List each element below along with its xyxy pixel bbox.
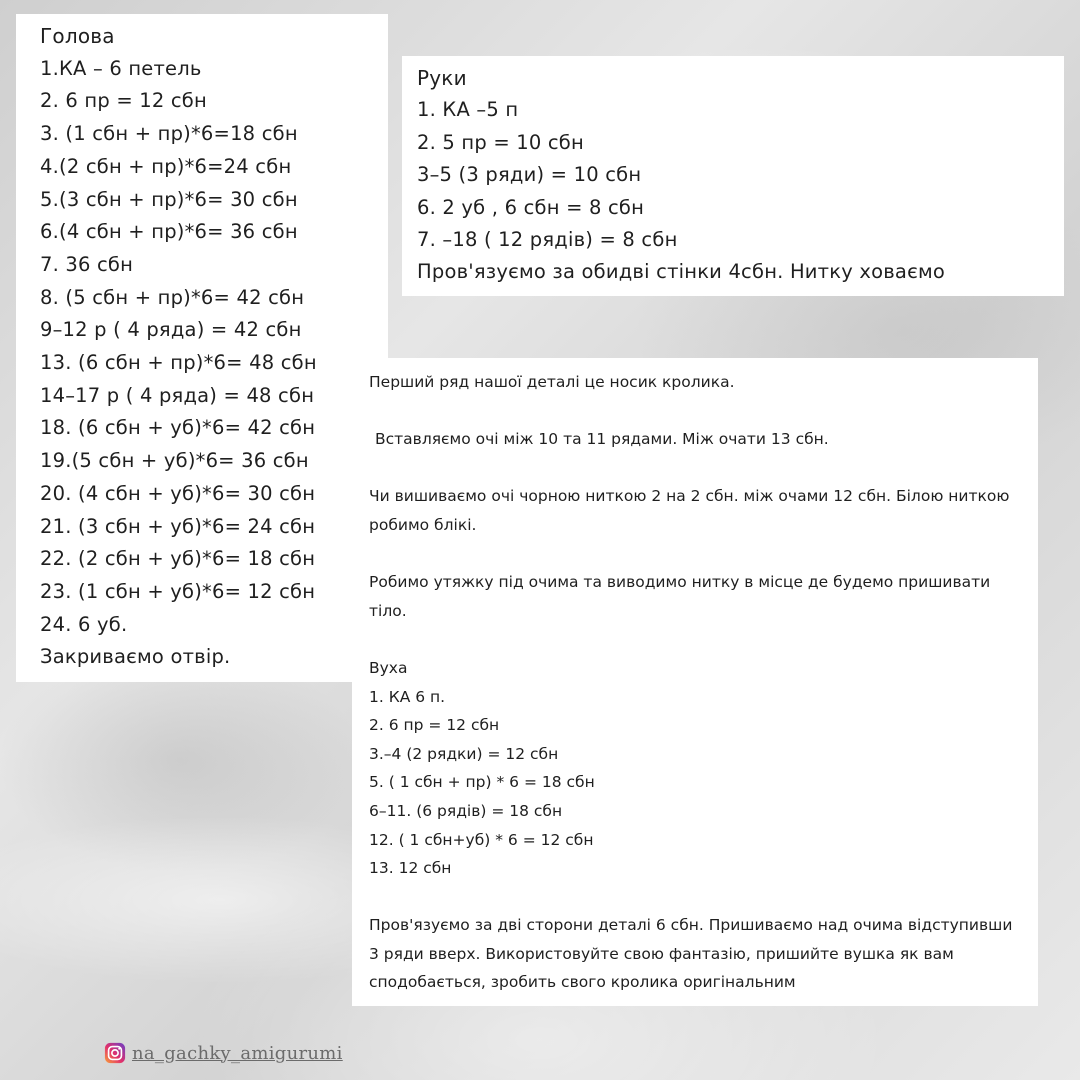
head-row: 1.КА – 6 петель (40, 56, 202, 80)
instagram-credit[interactable] (104, 1040, 343, 1066)
head-row: 9–12 р ( 4 ряда) = 42 сбн (40, 318, 302, 342)
ears-row: 2. 6 пр = 12 сбн (369, 716, 500, 735)
head-closing-note: Закриваємо отвір. (40, 645, 231, 669)
instagram-icon (104, 1042, 126, 1064)
head-row: 7. 36 сбн (40, 252, 134, 276)
nose-note: Перший ряд нашої деталі це носик кролика. (369, 373, 735, 391)
ears-title: Вуха (369, 658, 408, 677)
arms-row: 1. КА –5 п (417, 98, 519, 122)
arms-row: 2. 5 пр = 10 сбн (417, 130, 584, 154)
instructions-panel (352, 358, 1038, 1006)
ears-row: 1. КА 6 п. (369, 687, 446, 706)
arms-row: 6. 2 уб , 6 сбн = 8 сбн (417, 195, 645, 219)
instagram-handle[interactable]: na_gachky_amigurumi (132, 1042, 343, 1064)
eyes-note: Вставляємо очі між 10 та 11 рядами. Між очати 13 сбн. (375, 430, 829, 449)
head-row: 5.(3 сбн + пр)*6= 30 сбн (40, 187, 298, 211)
ears-row: 3.–4 (2 рядки) = 12 сбн (369, 744, 559, 763)
arms-closing-note: Пров'язуємо за обидві стінки 4сбн. Нитку ховаємо (417, 260, 946, 284)
arms-pattern-text (417, 62, 1064, 289)
ears-row: 12. ( 1 сбн+уб) * 6 = 12 сбн (369, 830, 594, 849)
arms-row: 7. –18 ( 12 рядів) = 8 сбн (417, 228, 678, 252)
head-row: 6.(4 сбн + пр)*6= 36 сбн (40, 220, 298, 244)
eye-tightening-note: Робимо утяжку під очима та виводимо нитку в місце де будемо пришивати тіло. (369, 573, 991, 620)
head-row: 3. (1 сбн + пр)*6=18 сбн (40, 122, 298, 146)
ears-row: 13. 12 сбн (369, 859, 452, 878)
head-pattern-text (40, 20, 388, 674)
ears-row: 6–11. (6 рядів) = 18 сбн (369, 801, 563, 820)
ears-row: 5. ( 1 сбн + пр) * 6 = 18 сбн (369, 773, 595, 792)
head-row: 13. (6 сбн + пр)*6= 48 сбн (40, 351, 317, 375)
head-pattern-panel (16, 14, 388, 682)
head-row: 18. (6 сбн + уб)*6= 42 сбн (40, 416, 316, 440)
head-row: 14–17 р ( 4 ряда) = 48 сбн (40, 383, 315, 407)
arms-title: Руки (417, 66, 467, 90)
head-row: 22. (2 сбн + уб)*6= 18 сбн (40, 547, 316, 571)
ears-finishing-note: Пров'язуємо за дві сторони деталі 6 сбн. Пришиваємо над очима відступивши 3 ряди вверх. Використовуйте свою фантазію, пришийте вушка як вам сподобається, зробить свого кролика оригінальним (369, 916, 1013, 992)
instructions-text (369, 368, 1024, 997)
head-row: 8. (5 сбн + пр)*6= 42 сбн (40, 285, 305, 309)
head-row: 19.(5 сбн + уб)*6= 36 сбн (40, 449, 309, 473)
arms-row: 3–5 (3 ряди) = 10 сбн (417, 163, 642, 187)
head-row: 20. (4 сбн + уб)*6= 30 сбн (40, 481, 316, 505)
head-title: Голова (40, 24, 115, 48)
embroidered-eyes-note: Чи вишиваємо очі чорною ниткою 2 на 2 сбн. між очами 12 сбн. Білою ниткою робимо блікі. (369, 487, 1010, 534)
arms-pattern-panel (402, 56, 1064, 296)
head-row: 4.(2 сбн + пр)*6=24 сбн (40, 154, 292, 178)
head-row: 23. (1 сбн + уб)*6= 12 сбн (40, 579, 316, 603)
head-row: 2. 6 пр = 12 сбн (40, 89, 207, 113)
head-row: 21. (3 сбн + уб)*6= 24 сбн (40, 514, 316, 538)
head-row: 24. 6 уб. (40, 612, 128, 636)
